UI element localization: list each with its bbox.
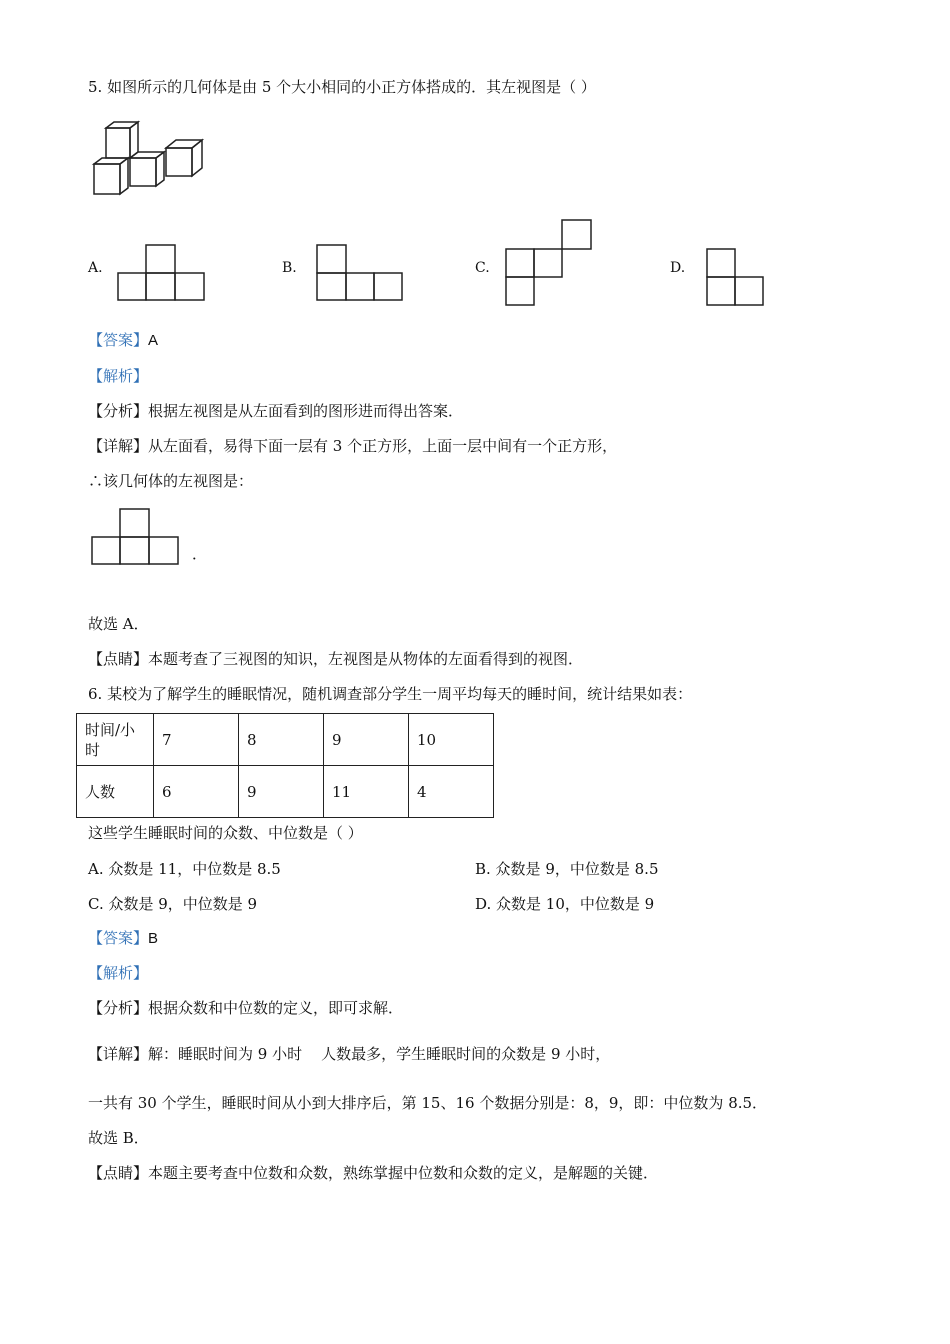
q5-option-b-figure <box>316 244 404 302</box>
q6-answer-line <box>88 928 158 949</box>
q5-option-c-label: C. <box>475 260 490 276</box>
q5-therefore-line: ∴该几何体的左视图是： <box>88 472 254 490</box>
table-cell: 4 <box>409 766 494 818</box>
q6-dianjing-tag: 【点睛】 <box>88 1164 149 1182</box>
q5-option-d-figure <box>706 248 766 308</box>
q5-xiangjie-text: 从左面看，易得下面一层有 3 个正方形，上面一层中间有一个正方形， <box>148 437 618 455</box>
q6-answer-value: B <box>148 930 159 947</box>
table-row <box>77 714 494 766</box>
q6-xiangjie-line2: 一共有 30 个学生，睡眠时间从小到大排序后，第 15、16 个数据分别是：8，9，即：中位数为 8.5． <box>88 1094 768 1112</box>
q5-choose-line: 故选 A． <box>88 615 149 633</box>
q5-dianjing-text: 本题考查了三视图的知识，左视图是从物体的左面看得到的视图． <box>148 650 584 668</box>
q5-answer-tag: 【答案】 <box>88 331 149 349</box>
q6-xiangjie-text: 解：睡眠时间为 9 小时 人数最多，学生睡眠时间的众数是 9 小时， <box>148 1045 611 1063</box>
table-cell-count-label: 人数 <box>77 766 154 818</box>
q5-dianjing-tag: 【点睛】 <box>88 650 149 668</box>
q5-option-c-figure <box>505 219 593 307</box>
q6-question: 这些学生睡眠时间的众数、中位数是（ ） <box>88 824 363 842</box>
q5-fenxi-text: 根据左视图是从左面看到的图形进而得出答案． <box>148 402 464 420</box>
q6-choice-b: B. 众数是 9，中位数是 8.5 <box>475 860 659 878</box>
q5-solid-figure <box>92 120 208 198</box>
q5-option-d-label: D. <box>670 260 686 276</box>
q6-dianjing-text: 本题主要考查中位数和众数，熟练掌握中位数和众数的定义，是解题的关键． <box>148 1164 659 1182</box>
q5-left-view-figure <box>91 508 181 566</box>
q6-fenxi-line <box>88 998 403 1018</box>
q6-dianjing-line <box>88 1163 658 1183</box>
table-cell: 7 <box>154 714 239 766</box>
q6-analysis-tag: 【解析】 <box>88 964 149 982</box>
q6-choice-d: D. 众数是 10，中位数是 9 <box>475 895 655 913</box>
q5-figure-period: ． <box>192 545 208 563</box>
table-cell-time-label: 时间/小时 <box>77 714 154 766</box>
q5-option-b-label: B. <box>282 260 297 276</box>
q5-dianjing-line <box>88 649 583 669</box>
table-cell: 6 <box>154 766 239 818</box>
q5-option-a-figure <box>117 244 205 302</box>
q6-choice-a: A. 众数是 11，中位数是 8.5 <box>88 860 281 878</box>
table-cell: 9 <box>324 714 409 766</box>
q6-xiangjie-tag: 【详解】 <box>88 1045 149 1063</box>
q5-stem: 5. 如图所示的几何体是由 5 个大小相同的小正方体搭成的．其左视图是（ ） <box>88 78 596 96</box>
q5-answer-line <box>88 330 158 351</box>
q5-xiangjie-line <box>88 436 617 456</box>
table-cell: 8 <box>239 714 324 766</box>
table-cell: 11 <box>324 766 409 818</box>
q5-analysis-tag: 【解析】 <box>88 367 149 385</box>
q5-fenxi-line <box>88 401 463 421</box>
q6-choose-line: 故选 B． <box>88 1129 149 1147</box>
q5-answer-value: A <box>148 332 159 349</box>
q6-fenxi-text: 根据众数和中位数的定义，即可求解． <box>148 999 404 1017</box>
q6-answer-tag: 【答案】 <box>88 929 149 947</box>
table-cell: 9 <box>239 766 324 818</box>
table-cell: 10 <box>409 714 494 766</box>
table-row <box>77 766 494 818</box>
q6-choice-c: C. 众数是 9，中位数是 9 <box>88 895 258 913</box>
q5-fenxi-tag: 【分析】 <box>88 402 149 420</box>
q6-fenxi-tag: 【分析】 <box>88 999 149 1017</box>
q6-data-table <box>76 713 494 818</box>
q6-xiangjie-line <box>88 1044 610 1064</box>
q5-xiangjie-tag: 【详解】 <box>88 437 149 455</box>
q5-option-a-label: A. <box>88 260 103 276</box>
q6-stem: 6. 某校为了解学生的睡眠情况，随机调查部分学生一周平均每天的睡时间，统计结果如表： <box>88 685 693 703</box>
